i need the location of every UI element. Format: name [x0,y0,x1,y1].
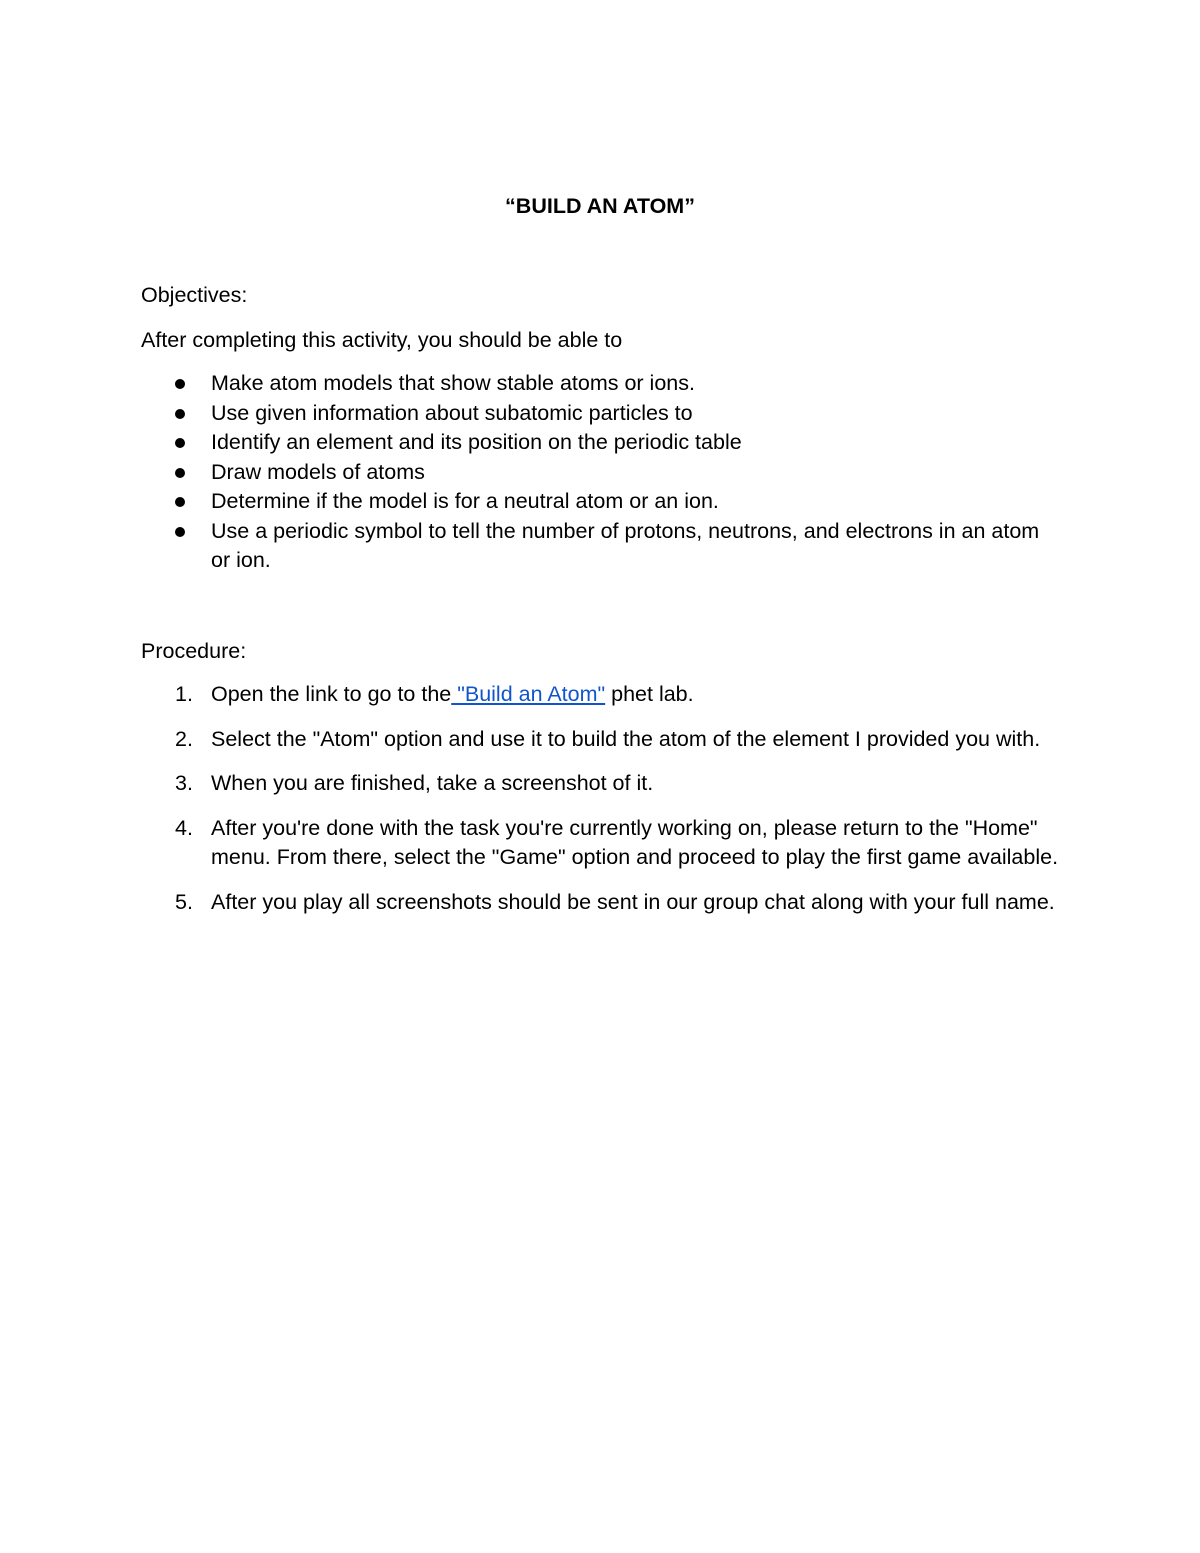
step-text: Select the "Atom" option and use it to build the atom of the element I provided you with. [211,726,1041,751]
list-item [141,428,1061,458]
objective-text: Make atom models that show stable atoms or ions. [211,371,695,395]
build-an-atom-link[interactable]: "Build an Atom" [451,682,606,706]
bullet-icon [175,438,185,448]
objective-text: Use given information about subatomic particles to [211,400,693,425]
bullet-icon [175,527,185,537]
step-number: 2. [175,726,193,751]
list-item [141,517,1061,576]
step-text: After you play all screenshots should be sent in our group chat along with your full name. [211,889,1055,914]
bullet-icon [175,409,185,419]
procedure-list [141,680,1061,932]
bullet-icon [175,497,185,507]
objectives-list [141,369,1061,576]
procedure-step-4 [141,814,1061,873]
list-item [141,399,1061,429]
objectives-heading: Objectives: [141,283,248,307]
bullet-icon [175,379,185,389]
step-text-before-link: Open the link to go to the [211,682,452,706]
list-item [141,369,1061,399]
objective-text: Identify an element and its position on the periodic table [211,430,742,454]
objective-text: Use a periodic symbol to tell the number of protons, neutrons, and electrons in an atom or ion. [211,518,1040,572]
procedure-step-2 [141,725,1061,755]
step-number: 5. [175,889,193,914]
procedure-step-5 [141,888,1061,918]
bullet-icon [175,468,185,478]
objective-text: Determine if the model is for a neutral atom or an ion. [211,489,719,513]
document-title: “BUILD AN ATOM” [505,194,695,218]
step-number: 4. [175,815,193,840]
step-text-after-link: phet lab. [605,682,694,706]
procedure-step-3 [141,769,1061,799]
step-text: After you're done with the task you're currently working on, please return to the "Home" menu. From there, select the "Game" option and proceed to play the first game available. [211,815,1059,869]
objectives-intro: After completing this activity, you should be able to [141,328,623,352]
procedure-heading: Procedure: [141,639,247,663]
list-item [141,458,1061,488]
step-number: 3. [175,771,193,795]
step-number: 1. [175,682,193,706]
step-text: When you are finished, take a screenshot of it. [211,771,654,795]
procedure-step-1 [141,680,1061,710]
list-item [141,487,1061,517]
objective-text: Draw models of atoms [211,459,425,484]
